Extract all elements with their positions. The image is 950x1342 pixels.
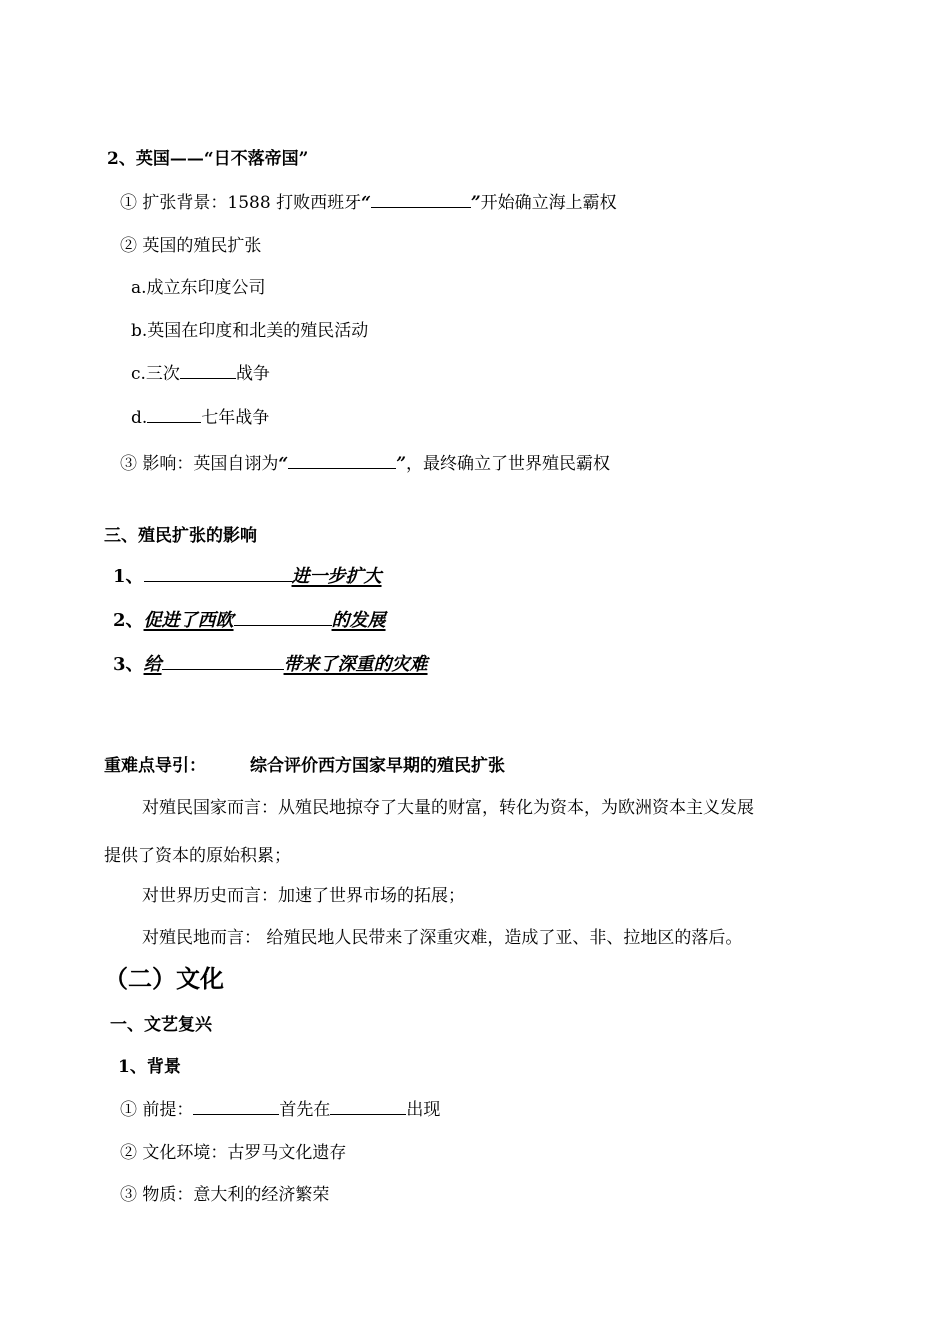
uk-impact-blank[interactable] [288, 452, 396, 469]
culture-environment: ② 文化环境：古罗马文化遗存 [120, 1143, 347, 1163]
influence-item-2-pre: 促进了西欧 [143, 610, 234, 631]
guide-title: 综合评价西方国家早期的殖民扩张 [250, 756, 505, 776]
uk-item-d-prefix: d. [131, 408, 148, 428]
culture-material: ③ 物质：意大利的经济繁荣 [120, 1185, 330, 1205]
culture-premise-mid: 首先在 [279, 1100, 331, 1120]
culture-sub2: 1、背景 [118, 1057, 181, 1077]
uk-item-d-blank[interactable] [147, 406, 201, 423]
guide-p1-line1: 对殖民国家而言：从殖民地掠夺了大量的财富，转化为资本，为欧洲资本主义发展 [142, 798, 754, 818]
uk-impact-close-quote: ” [396, 454, 406, 474]
guide-label: 重难点导引： [104, 756, 206, 776]
influence-item-2-blank[interactable] [234, 609, 332, 626]
uk-background-open-quote: “ [361, 193, 371, 213]
uk-background-prefix: ① 扩张背景：1588 打败西班牙 [120, 193, 362, 213]
section-uk-heading: 2、英国——“日不落帝国” [107, 149, 309, 169]
uk-background-close-quote: ” [470, 193, 481, 213]
culture-sub1: 一、文艺复兴 [110, 1015, 212, 1035]
uk-colonial-title: ② 英国的殖民扩张 [120, 236, 262, 256]
influence-item-3-blank[interactable] [162, 653, 284, 670]
culture-premise-blank-2[interactable] [330, 1098, 406, 1115]
guide-p1-line2: 提供了资本的原始积累； [104, 846, 291, 866]
guide-heading [104, 755, 505, 777]
influence-item-1-num: 1、 [113, 566, 144, 587]
influence-item-2 [113, 609, 386, 632]
uk-item-b: b.英国在印度和北美的殖民活动 [131, 321, 369, 341]
guide-p2: 对世界历史而言：加速了世界市场的拓展； [142, 886, 465, 906]
uk-impact-open-quote: “ [278, 454, 289, 474]
influence-item-1 [113, 565, 382, 588]
uk-background-line [120, 191, 617, 214]
influence-item-3-num: 3、 [113, 654, 144, 675]
culture-premise-suffix: 出现 [406, 1100, 441, 1120]
influence-item-3 [113, 653, 428, 676]
influence-item-3-post: 带来了深重的灾难 [283, 654, 428, 675]
influence-item-2-post: 的发展 [331, 610, 386, 631]
influence-item-3-pre: 给 [143, 654, 162, 675]
uk-item-d [131, 406, 269, 429]
influence-item-1-blank[interactable] [144, 565, 292, 582]
uk-item-c-prefix: c.三次 [131, 364, 180, 384]
uk-impact-prefix: ③ 影响：英国自诩为 [120, 454, 279, 474]
uk-item-c [131, 362, 270, 385]
culture-heading: （二）文化 [104, 964, 224, 993]
culture-premise-blank-1[interactable] [193, 1098, 279, 1115]
uk-impact-suffix: ，最终确立了世界殖民霸权 [405, 454, 610, 474]
uk-item-c-blank[interactable] [180, 362, 236, 379]
culture-premise [120, 1098, 440, 1121]
uk-item-c-suffix: 战争 [235, 364, 270, 384]
influence-heading: 三、殖民扩张的影响 [104, 526, 257, 546]
uk-background-blank[interactable] [371, 191, 471, 208]
uk-impact-line [120, 452, 610, 475]
uk-background-suffix: 开始确立海上霸权 [480, 193, 617, 213]
guide-p3: 对殖民地而言： 给殖民地人民带来了深重灾难，造成了亚、非、拉地区的落后。 [142, 928, 743, 948]
culture-premise-prefix: ① 前提： [120, 1100, 194, 1120]
influence-item-1-text: 进一步扩大 [291, 566, 382, 587]
uk-item-d-suffix: 七年战争 [201, 408, 270, 428]
influence-item-2-num: 2、 [113, 610, 144, 631]
uk-item-a: a.成立东印度公司 [131, 278, 266, 298]
